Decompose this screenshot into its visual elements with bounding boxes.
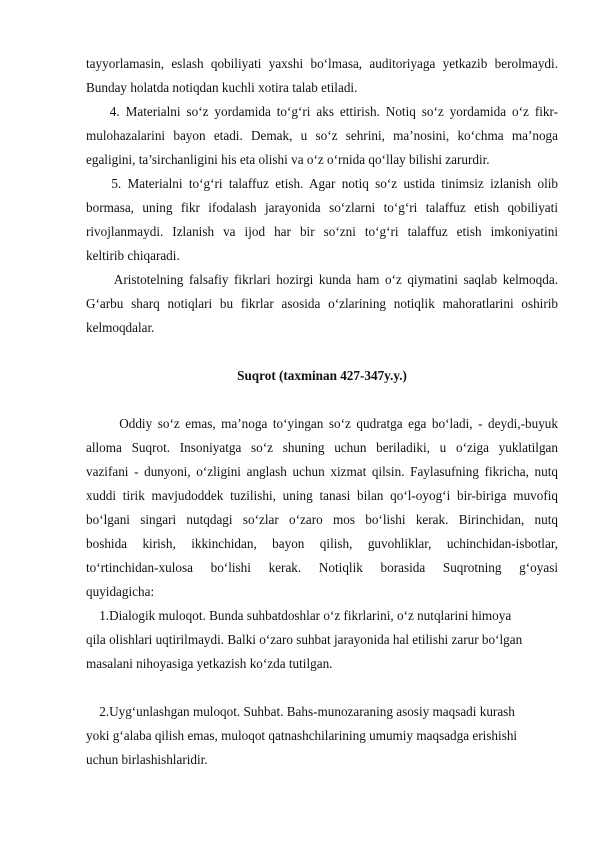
text-line: xuddi tirik mavjudoddek tuzilishi, uning tanasi bilan qo‘l-oyog‘i bir-biriga muvofiq — [86, 488, 558, 503]
text-line: 2.Uyg‘unlashgan muloqot. Suhbat. Bahs-munozaraning asosiy maqsadi kurash — [86, 704, 515, 719]
text-line: Oddiy so‘z emas, ma’noga to‘yingan so‘z qudratga ega bo‘ladi, - deydi,-buyuk — [86, 416, 558, 431]
text-line: 1.Dialogik muloqot. Bunda suhbatdoshlar o‘z fikrlarini, o‘z nutqlarini himoya — [86, 608, 512, 623]
text-line: G‘arbu sharq notiqlari bu fikrlar asosida o‘zlarining notiqlik mahoratlarini oshirib — [86, 296, 558, 311]
text-line: 4. Materialni so‘z yordamida to‘g‘ri aks ettirish. Notiq so‘z yordamida o‘z fikr- — [86, 104, 558, 119]
text-line: rivojlanmaydi. Izlanish va ijod har bir so‘zni to‘g‘ri talaffuz etish imkoniyatini — [86, 224, 558, 239]
text-line: Aristotelning falsafiy fikrlari hozirgi kunda ham o‘z qiymatini saqlab kelmoqda. — [86, 272, 558, 287]
text-line: Bunday holatda notiqdan kuchli xotira talab etiladi. — [86, 80, 358, 95]
text-line: vazifani - dunyoni, o‘zligini anglash uchun xizmat qilsin. Faylasufning fikricha, nutq — [86, 464, 558, 479]
text-line: yoki g‘alaba qilish emas, muloqot qatnashchilarining umumiy maqsadga erishishi — [86, 728, 518, 743]
text-line: egaligini, ta’sirchanligini his eta olishi va o‘z o‘rnida qo‘llay bilishi zarurdir. — [86, 152, 490, 167]
text-line: tayyorlamasin, eslash qobiliyati yaxshi bo‘lmasa, auditoriyaga yetkazib berolmaydi. — [86, 56, 558, 71]
text-line: to‘rtinchidan-xulosa bo‘lishi kerak. Notiqlik borasida Suqrotning g‘oyasi — [86, 560, 558, 575]
text-line: bo‘lgani singari nutqdagi so‘zlar o‘zaro mos bo‘lishi kerak. Birinchidan, nutq — [86, 512, 558, 527]
text-line: masalani nihoyasiga yetkazish ko‘zda tutilgan. — [86, 656, 333, 671]
text-line: boshida kirish, ikkinchidan, bayon qilish, guvohliklar, uchinchidan-isbotlar, — [86, 536, 558, 551]
text-line: 5. Materialni to‘g‘ri talaffuz etish. Agar notiq so‘z ustida tinimsiz izlanish olib — [86, 176, 558, 191]
text-line: alloma Suqrot. Insoniyatga so‘z shuning uchun beriladiki, u o‘ziga yuklatilgan — [86, 440, 558, 455]
text-line: qila olishlari uqtirilmaydi. Balki o‘zaro suhbat jarayonida hal etilishi zarur bo‘lgan — [86, 632, 523, 647]
section-heading: Suqrot (taxminan 427-347y.y.) — [237, 368, 407, 383]
text-line: bormasa, uning fikr ifodalash jarayonida so‘zlarni to‘g‘ri talaffuz etish qobiliyati — [86, 200, 558, 215]
text-line: mulohazalarini bayon etadi. Demak, u so‘z sehrini, ma’nosini, ko‘chma ma’noga — [86, 128, 558, 143]
text-line: kelmoqdalar. — [86, 320, 155, 335]
text-line: uchun birlashishlaridir. — [86, 752, 208, 767]
text-line: quyidagicha: — [86, 584, 155, 599]
text-line: keltirib chiqaradi. — [86, 248, 180, 263]
